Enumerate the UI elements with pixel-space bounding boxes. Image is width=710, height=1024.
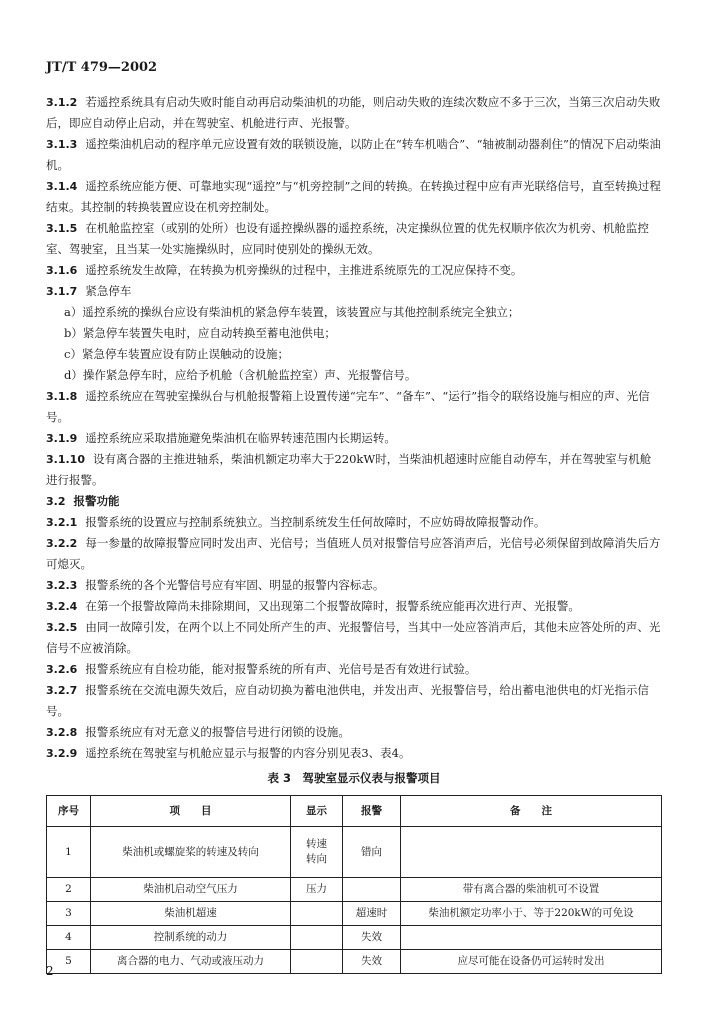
paragraph-3-1-3 (46, 134, 662, 176)
paragraph-3-2-2 (46, 533, 662, 575)
clause-text: 遥控系统发生故障，在转换为机旁操纵的过程中，主推进系统原先的工况应保持不变。 (85, 263, 523, 277)
cell-alarm (343, 878, 401, 902)
paragraph-3-2-9 (46, 743, 662, 764)
paragraph-3-1-6 (46, 260, 662, 281)
paragraph-3-2-3 (46, 575, 662, 596)
cell-item: 柴油机启动空气压力 (91, 878, 291, 902)
cell-serial: 1 (47, 827, 91, 878)
cell-display (291, 950, 343, 974)
clause-number: 3.2.3 (46, 579, 78, 592)
paragraph-3-2-5 (46, 617, 662, 659)
cell-serial: 4 (47, 926, 91, 950)
table-row (47, 950, 662, 974)
clause-number: 3.2.9 (46, 747, 78, 760)
cell-serial: 2 (47, 878, 91, 902)
cell-display: 压力 (291, 878, 343, 902)
clause-number: 3.1.3 (46, 138, 78, 151)
clause-number: 3.2.5 (46, 621, 78, 634)
clause-text: 遥控系统应能方便、可靠地实现“遥控”与“机旁控制”之间的转换。在转换过程中应有声光联络信号，直至转换过程结束。其控制的转换装置应设在机旁控制处。 (46, 179, 661, 214)
clause-text: 由同一故障引发，在两个以上不同处所产生的声、光报警信号，当其中一处应答消声后，其他未应答处所的声、光信号不应被消除。 (46, 620, 661, 655)
cell-serial: 5 (47, 950, 91, 974)
table-row (47, 827, 662, 878)
clause-text: 遥控系统应在驾驶室操纵台与机舱报警箱上设置传递“完车”、“备车”、“运行”指令的联络设施与相应的声、光信号。 (46, 389, 650, 424)
document-code-header: JT/T 479—2002 (46, 60, 158, 75)
paragraph-3-1-9 (46, 428, 662, 449)
cell-remarks: 带有离合器的柴油机可不设置 (401, 878, 662, 902)
clause-text: 报警系统应有对无意义的报警信号进行闭锁的设施。 (85, 725, 350, 739)
cell-display (291, 902, 343, 926)
clause-number: 3.1.2 (46, 96, 78, 109)
clause-text: 在机舱监控室（或别的处所）也设有遥控操纵器的遥控系统，决定操纵位置的优先权顺序依次为机旁、机舱监控室、驾驶室，且当某一处实施操纵时，应同时使别处的操纵无效。 (46, 221, 649, 256)
table-row (47, 902, 662, 926)
sub-item-c: c）紧急停车装置应设有防止误触动的设施； (64, 347, 289, 361)
clause-number: 3.2.1 (46, 516, 78, 529)
paragraph-3-1-5 (46, 218, 662, 260)
clause-text: 报警系统的各个光警信号应有牢固、明显的报警内容标志。 (85, 578, 385, 592)
display-alarm-table (46, 795, 662, 974)
cell-item: 控制系统的动力 (91, 926, 291, 950)
clause-number: 3.2.6 (46, 663, 78, 676)
clause-number: 3.1.5 (46, 222, 78, 235)
section-heading-3-2 (46, 491, 662, 512)
clause-number: 3.2.4 (46, 600, 78, 613)
header-display: 显示 (291, 796, 343, 827)
table-row (47, 878, 662, 902)
sub-item-d: d）操作紧急停车时，应给予机舱（含机舱监控室）声、光报警信号。 (64, 368, 417, 382)
cell-display (291, 926, 343, 950)
clause-number: 3.1.4 (46, 180, 78, 193)
paragraph-3-2-6 (46, 659, 662, 680)
clause-text: 在第一个报警故障尚未排除期间，又出现第二个报警故障时，报警系统应能再次进行声、光报警。 (85, 599, 580, 613)
cell-alarm: 失效 (343, 950, 401, 974)
clause-number: 3.2.2 (46, 537, 78, 550)
page-number: 2 (46, 964, 54, 978)
clause-text: 报警系统应有自检功能，能对报警系统的所有声、光信号是否有效进行试验。 (85, 662, 477, 676)
table-caption: 表 3 驾驶室显示仪表与报警项目 (267, 771, 441, 785)
sub-item-b: b）紧急停车装置失电时，应自动转换至蓄电池供电； (64, 326, 336, 340)
page-body (46, 92, 662, 974)
clause-number: 3.1.8 (46, 390, 78, 403)
header-item: 项 目 (91, 796, 291, 827)
cell-remarks (401, 926, 662, 950)
cell-serial: 3 (47, 902, 91, 926)
section-number: 3.2 (46, 495, 66, 508)
cell-item: 柴油机超速 (91, 902, 291, 926)
paragraph-3-2-7 (46, 680, 662, 722)
clause-number: 3.1.7 (46, 285, 78, 298)
clause-text: 每一参量的故障报警应同时发出声、光信号；当值班人员对报警信号应答消声后，光信号必须保留到故障消失后方可熄灭。 (46, 536, 661, 571)
paragraph-3-1-10 (46, 449, 662, 491)
clause-text: 若遥控系统具有启动失败时能自动再启动柴油机的功能，则启动失败的连续次数应不多于三次，当第三次启动失败后，即应自动停止启动，并在驾驶室、机舱进行声、光报警。 (46, 95, 661, 130)
cell-alarm: 失效 (343, 926, 401, 950)
clause-number: 3.1.9 (46, 432, 78, 445)
header-serial: 序号 (47, 796, 91, 827)
paragraph-3-2-4 (46, 596, 662, 617)
sub-item-a: a）遥控系统的操纵台应设有柴油机的紧急停车装置，该装置应与其他控制系统完全独立； (64, 305, 520, 319)
clause-text: 紧急停车 (85, 284, 132, 298)
clause-number: 3.2.8 (46, 726, 78, 739)
paragraph-3-1-2 (46, 92, 662, 134)
cell-display: 转速 转向 (291, 827, 343, 878)
paragraph-3-2-1 (46, 512, 662, 533)
header-alarm: 报警 (343, 796, 401, 827)
clause-text: 报警系统的设置应与控制系统独立。当控制系统发生任何故障时，不应妨碍故障报警动作。 (85, 515, 546, 529)
table-header-row (47, 796, 662, 827)
clause-number: 3.1.10 (46, 453, 85, 466)
cell-item: 柴油机或螺旋桨的转速及转向 (91, 827, 291, 878)
section-title: 报警功能 (73, 494, 120, 508)
clause-number: 3.2.7 (46, 684, 78, 697)
cell-remarks (401, 827, 662, 878)
cell-item: 离合器的电力、气动或液压动力 (91, 950, 291, 974)
paragraph-3-1-4 (46, 176, 662, 218)
table-row (47, 926, 662, 950)
paragraph-3-1-8 (46, 386, 662, 428)
cell-alarm: 错向 (343, 827, 401, 878)
clause-text: 遥控系统应采取措施避免柴油机在临界转速范围内长期运转。 (85, 431, 396, 445)
clause-text: 遥控系统在驾驶室与机舱应显示与报警的内容分别见表3、表4。 (85, 746, 411, 760)
clause-text: 报警系统在交流电源失效后，应自动切换为蓄电池供电，并发出声、光报警信号，给出蓄电池供电的灯光指示信号。 (46, 683, 649, 718)
header-remarks: 备 注 (401, 796, 662, 827)
cell-alarm: 超速时 (343, 902, 401, 926)
cell-remarks: 柴油机额定功率小于、等于220kW的可免设 (401, 902, 662, 926)
clause-text: 遥控柴油机启动的程序单元应设置有效的联锁设施，以防止在“转车机啮合”、“轴被制动器刹住”的情况下启动柴油机。 (46, 137, 661, 172)
paragraph-3-1-7 (46, 281, 662, 302)
clause-number: 3.1.6 (46, 264, 78, 277)
paragraph-3-2-8 (46, 722, 662, 743)
clause-text: 设有离合器的主推进轴系，柴油机额定功率大于220kW时，当柴油机超速时应能自动停车，并在驾驶室与机舱进行报警。 (46, 452, 652, 487)
cell-remarks: 应尽可能在设备仍可运转时发出 (401, 950, 662, 974)
